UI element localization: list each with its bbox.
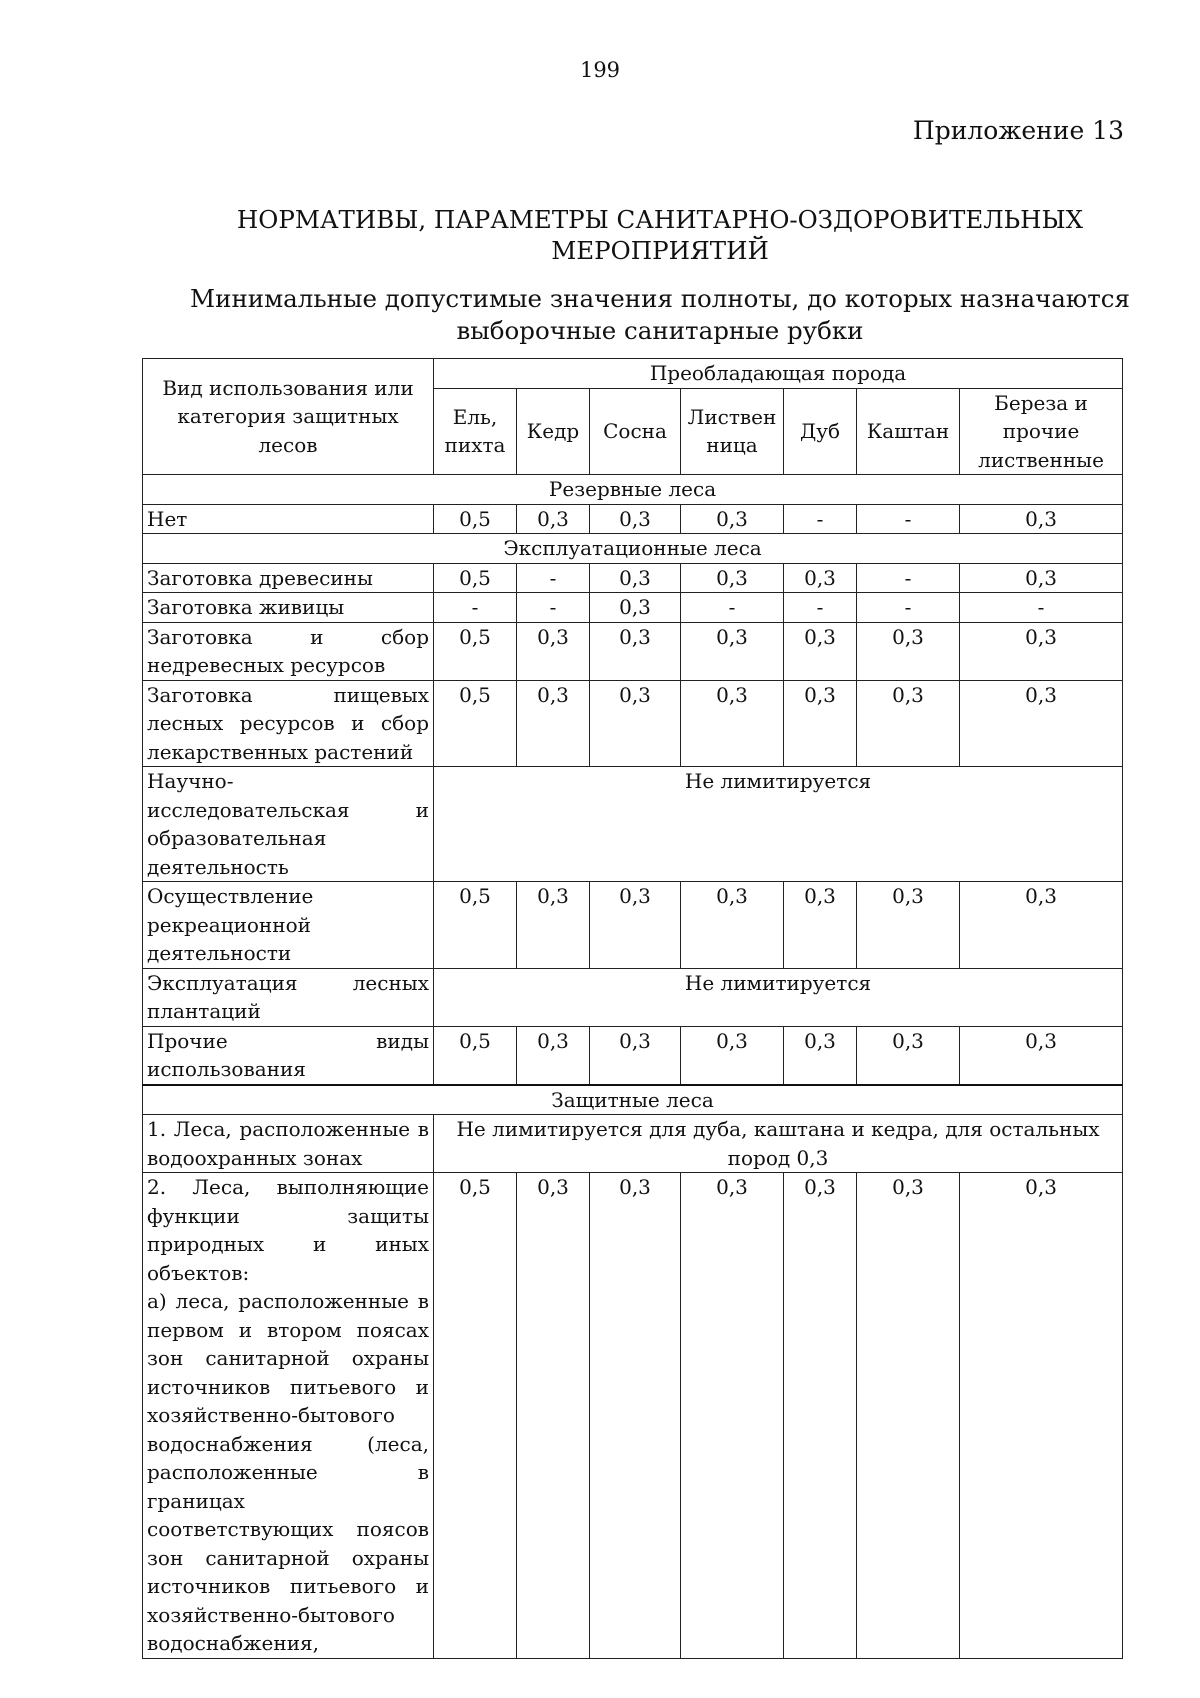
table-row <box>143 1026 1123 1085</box>
table-row <box>143 593 1123 623</box>
table-cell: 0,3 <box>960 882 1123 969</box>
table-cell: 0,5 <box>434 1173 517 1659</box>
table-cell: 0,3 <box>784 1173 857 1659</box>
table-cell: - <box>857 563 960 593</box>
table-row <box>143 1173 1123 1659</box>
table-cell: 0,3 <box>590 593 681 623</box>
header-species: Береза и прочие лиственные <box>960 388 1123 475</box>
table-cell: 0,3 <box>517 622 590 680</box>
section-header: Защитные леса <box>143 1085 1123 1115</box>
table-cell: 0,3 <box>784 563 857 593</box>
table-cell: - <box>857 593 960 623</box>
header-species: Листвен ница <box>681 388 784 475</box>
table-cell: 0,3 <box>857 622 960 680</box>
table-cell: - <box>784 593 857 623</box>
row-label: Заготовка живицы <box>143 593 434 623</box>
table-cell: 0,3 <box>784 882 857 969</box>
row-label: Эксплуатация лесных плантаций <box>143 968 434 1026</box>
table-cell: - <box>681 593 784 623</box>
section-header: Эксплуатационные леса <box>143 534 1123 564</box>
table-cell: 0,3 <box>590 1026 681 1085</box>
table-row <box>143 563 1123 593</box>
row-label: Научно-исследовательская и образовательная деятельность <box>143 767 434 882</box>
table-cell: 0,5 <box>434 680 517 767</box>
row-label: Заготовка пищевых лесных ресурсов и сбор лекарственных растений <box>143 680 434 767</box>
table-row <box>143 504 1123 534</box>
table-cell: 0,3 <box>857 1026 960 1085</box>
table-cell: 0,3 <box>590 563 681 593</box>
table-cell: 0,3 <box>681 504 784 534</box>
header-species: Дуб <box>784 388 857 475</box>
document-title: НОРМАТИВЫ, ПАРАМЕТРЫ САНИТАРНО-ОЗДОРОВИТЕЛЬНЫХ МЕРОПРИЯТИЙ <box>236 205 1084 265</box>
header-category: Вид использования или категория защитных лесов <box>143 359 434 475</box>
table-cell: 0,3 <box>517 1026 590 1085</box>
table-cell: 0,3 <box>784 622 857 680</box>
table-cell: 0,3 <box>960 563 1123 593</box>
table-cell: 0,5 <box>434 563 517 593</box>
header-species: Кедр <box>517 388 590 475</box>
table-cell: 0,5 <box>434 622 517 680</box>
table-cell: 0,5 <box>434 504 517 534</box>
table-cell: 0,3 <box>857 680 960 767</box>
table-row <box>143 622 1123 680</box>
table-cell: 0,3 <box>517 1173 590 1659</box>
table-cell: 0,5 <box>434 1026 517 1085</box>
table-cell: 0,3 <box>681 563 784 593</box>
header-species: Ель, пихта <box>434 388 517 475</box>
table-cell: 0,3 <box>784 680 857 767</box>
table-cell: 0,3 <box>857 882 960 969</box>
table-cell: - <box>517 563 590 593</box>
table-cell: 0,3 <box>590 1173 681 1659</box>
table-cell: 0,3 <box>960 680 1123 767</box>
row-label: Заготовка и сбор недревесных ресурсов <box>143 622 434 680</box>
table-cell: - <box>784 504 857 534</box>
table-cell: 0,5 <box>434 882 517 969</box>
row-label: Прочие виды использования <box>143 1026 434 1085</box>
table-cell: 0,3 <box>960 504 1123 534</box>
row-label: Осуществление рекреационной деятельности <box>143 882 434 969</box>
table-cell: 0,3 <box>517 680 590 767</box>
table-cell: 0,3 <box>681 1173 784 1659</box>
appendix-label: Приложение 13 <box>912 116 1124 145</box>
table-cell: 0,3 <box>517 882 590 969</box>
table-cell: 0,3 <box>590 504 681 534</box>
table-cell: 0,3 <box>681 622 784 680</box>
table-cell: 0,3 <box>681 680 784 767</box>
document-subtitle: Минимальные допустимые значения полноты, до которых назначаются выборочные санитарные рубки <box>190 284 1130 345</box>
table-cell: 0,3 <box>960 1173 1123 1659</box>
table-cell: 0,3 <box>681 882 784 969</box>
row-note: Не лимитируется для дуба, каштана и кедра, для остальных пород 0,3 <box>434 1115 1123 1173</box>
table-row <box>143 680 1123 767</box>
row-label: 1. Леса, расположенные в водоохранных зонах <box>143 1115 434 1173</box>
table-cell: 0,3 <box>590 622 681 680</box>
norms-table <box>142 358 1123 1659</box>
table-cell: 0,3 <box>784 1026 857 1085</box>
table-cell: 0,3 <box>960 622 1123 680</box>
table-cell: - <box>517 593 590 623</box>
table-cell: 0,3 <box>590 882 681 969</box>
header-species: Сосна <box>590 388 681 475</box>
header-species: Каштан <box>857 388 960 475</box>
table-row <box>143 882 1123 969</box>
row-label: 2. Леса, выполняющие функции защиты природных и иных объектов: а) леса, расположенные в первом и втором поясах зон санитарной охраны источников питьевого и хозяйственно-бытового водоснабжения (леса, расположенные в границах соответствующих поясов зон санитарной охраны источников питьевого и хозяйственно-бытового водоснабжения, <box>143 1173 434 1659</box>
row-label: Нет <box>143 504 434 534</box>
table-row <box>143 1115 1123 1173</box>
table-cell: - <box>857 504 960 534</box>
table-cell: 0,3 <box>681 1026 784 1085</box>
table-cell: - <box>960 593 1123 623</box>
table-cell: 0,3 <box>857 1173 960 1659</box>
table-row <box>143 767 1123 882</box>
table-cell: 0,3 <box>960 1026 1123 1085</box>
row-note: Не лимитируется <box>434 767 1123 882</box>
row-label: Заготовка древесины <box>143 563 434 593</box>
table-row <box>143 968 1123 1026</box>
page-number: 199 <box>579 58 621 82</box>
row-note: Не лимитируется <box>434 968 1123 1026</box>
header-species-group: Преобладающая порода <box>434 359 1123 389</box>
section-header: Резервные леса <box>143 475 1123 505</box>
table-cell: 0,3 <box>590 680 681 767</box>
table-cell: 0,3 <box>517 504 590 534</box>
table-cell: - <box>434 593 517 623</box>
